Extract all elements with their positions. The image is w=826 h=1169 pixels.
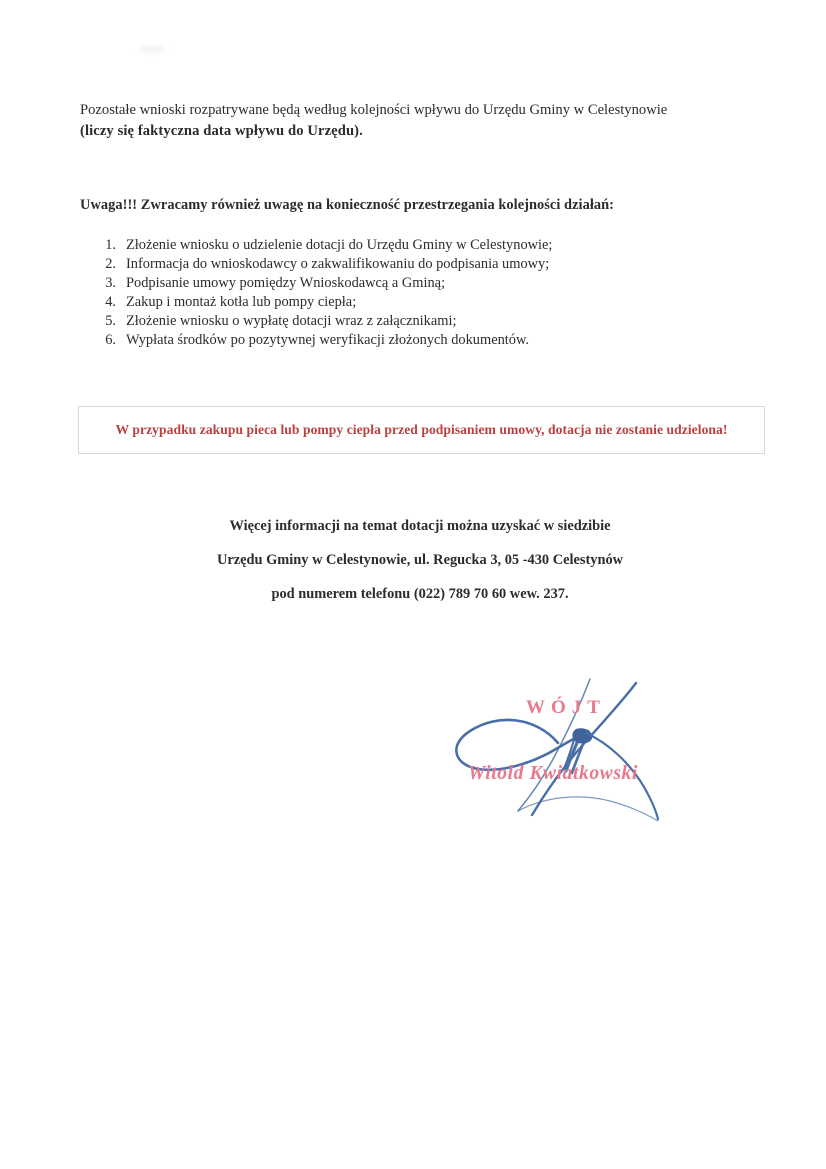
list-item-number: 3. <box>105 274 116 291</box>
steps-list <box>92 236 712 350</box>
list-item <box>92 331 712 350</box>
intro-line-2-bold: (liczy się faktyczna data wpływu do Urzędu). <box>80 122 363 139</box>
list-item-number: 4. <box>105 293 116 310</box>
list-item-text: Zakup i montaż kotła lub pompy ciepła; <box>126 293 357 310</box>
notice-heading: Uwaga!!! Zwracamy również uwagę na konieczność przestrzegania kolejności działań: <box>80 197 615 213</box>
list-item <box>92 236 712 255</box>
list-item <box>92 293 712 312</box>
handwritten-signature-icon <box>440 665 710 830</box>
contact-line-3: pod numerem telefonu (022) 789 70 60 wew. 237. <box>271 586 569 602</box>
contact-block <box>80 518 760 620</box>
list-item <box>92 274 712 293</box>
list-item-number: 5. <box>105 312 116 329</box>
list-item <box>92 312 712 331</box>
intro-line-1: Pozostałe wnioski rozpatrywane będą według kolejności wpływu do Urzędu Gminy w Celestynowie <box>80 102 668 118</box>
intro-paragraph <box>80 100 770 141</box>
list-item-text: Informacja do wnioskodawcy o zakwalifikowaniu do podpisania umowy; <box>126 255 550 272</box>
stamp-title: WÓJT <box>526 697 606 718</box>
list-item-text: Podpisanie umowy pomiędzy Wnioskodawcą a Gminą; <box>126 274 446 291</box>
warning-text: W przypadku zakupu pieca lub pompy ciepła przed podpisaniem umowy, dotacja nie zostanie udzielona! <box>115 422 728 437</box>
contact-line-2: Urzędu Gminy w Celestynowie, ul. Regucka 3, 05 -430 Celestynów <box>216 552 624 568</box>
contact-line-1: Więcej informacji na temat dotacji można uzyskać w siedzibie <box>229 518 611 534</box>
list-item-text: Złożenie wniosku o wypłatę dotacji wraz z załącznikami; <box>126 312 457 329</box>
scan-artifact <box>140 46 166 53</box>
list-item-number: 2. <box>105 255 116 272</box>
list-item-number: 1. <box>105 237 116 253</box>
warning-box <box>78 406 765 454</box>
signature-block <box>440 665 710 830</box>
list-item <box>92 255 712 274</box>
list-item-text: Złożenie wniosku o udzielenie dotacji do Urzędu Gminy w Celestynowie; <box>126 237 553 253</box>
list-item-text: Wypłata środków po pozytywnej weryfikacji złożonych dokumentów. <box>126 331 530 348</box>
stamp-name: Witold Kwiatkowski <box>468 763 638 784</box>
list-item-number: 6. <box>105 331 116 348</box>
